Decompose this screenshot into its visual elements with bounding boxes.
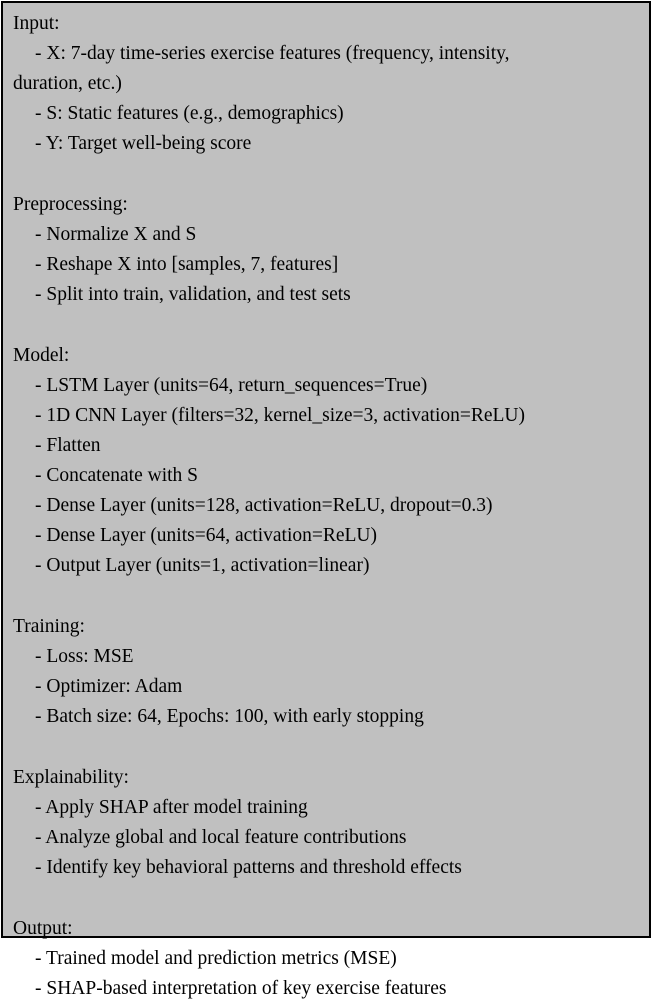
list-item: - SHAP-based interpretation of key exercise features	[35, 978, 447, 999]
list-item: - Optimizer: Adam	[35, 676, 183, 697]
list-item: - X: 7-day time-series exercise features (frequency, intensity,	[35, 43, 510, 64]
list-item: - Trained model and prediction metrics (MSE)	[35, 948, 397, 969]
section-heading: Output:	[13, 918, 73, 939]
list-item: - Batch size: 64, Epochs: 100, with early stopping	[35, 706, 424, 727]
list-item: - Flatten	[35, 435, 101, 456]
section-input	[13, 9, 641, 159]
list-item: - Concatenate with S	[35, 465, 198, 486]
section-heading: Training:	[13, 616, 85, 637]
section-output	[13, 914, 641, 1004]
section-model	[13, 341, 641, 581]
list-item: - Dense Layer (units=128, activation=ReLU, dropout=0.3)	[35, 495, 493, 516]
list-item: - Analyze global and local feature contributions	[35, 827, 407, 848]
section-heading: Model:	[13, 345, 70, 366]
algorithm-box	[1, 1, 651, 999]
section-heading: Input:	[13, 13, 60, 34]
list-item: - Output Layer (units=1, activation=linear)	[35, 555, 370, 576]
list-item: - LSTM Layer (units=64, return_sequences=True)	[35, 375, 428, 396]
list-item: - 1D CNN Layer (filters=32, kernel_size=3, activation=ReLU)	[35, 405, 526, 426]
section-explainability	[13, 763, 641, 883]
section-heading: Explainability:	[13, 767, 129, 788]
list-item-continuation: duration, etc.)	[13, 73, 122, 94]
list-item: - Y: Target well-being score	[35, 133, 252, 154]
section-training	[13, 612, 641, 732]
section-preprocessing	[13, 190, 641, 310]
section-heading: Preprocessing:	[13, 194, 128, 215]
list-item: - S: Static features (e.g., demographics)	[35, 103, 344, 124]
list-item: - Apply SHAP after model training	[35, 797, 308, 818]
list-item: - Dense Layer (units=64, activation=ReLU)	[35, 525, 378, 546]
list-item: - Identify key behavioral patterns and threshold effects	[35, 857, 462, 878]
list-item: - Normalize X and S	[35, 224, 197, 245]
list-item: - Reshape X into [samples, 7, features]	[35, 254, 339, 275]
list-item: - Split into train, validation, and test sets	[35, 284, 351, 305]
list-item: - Loss: MSE	[35, 646, 134, 667]
